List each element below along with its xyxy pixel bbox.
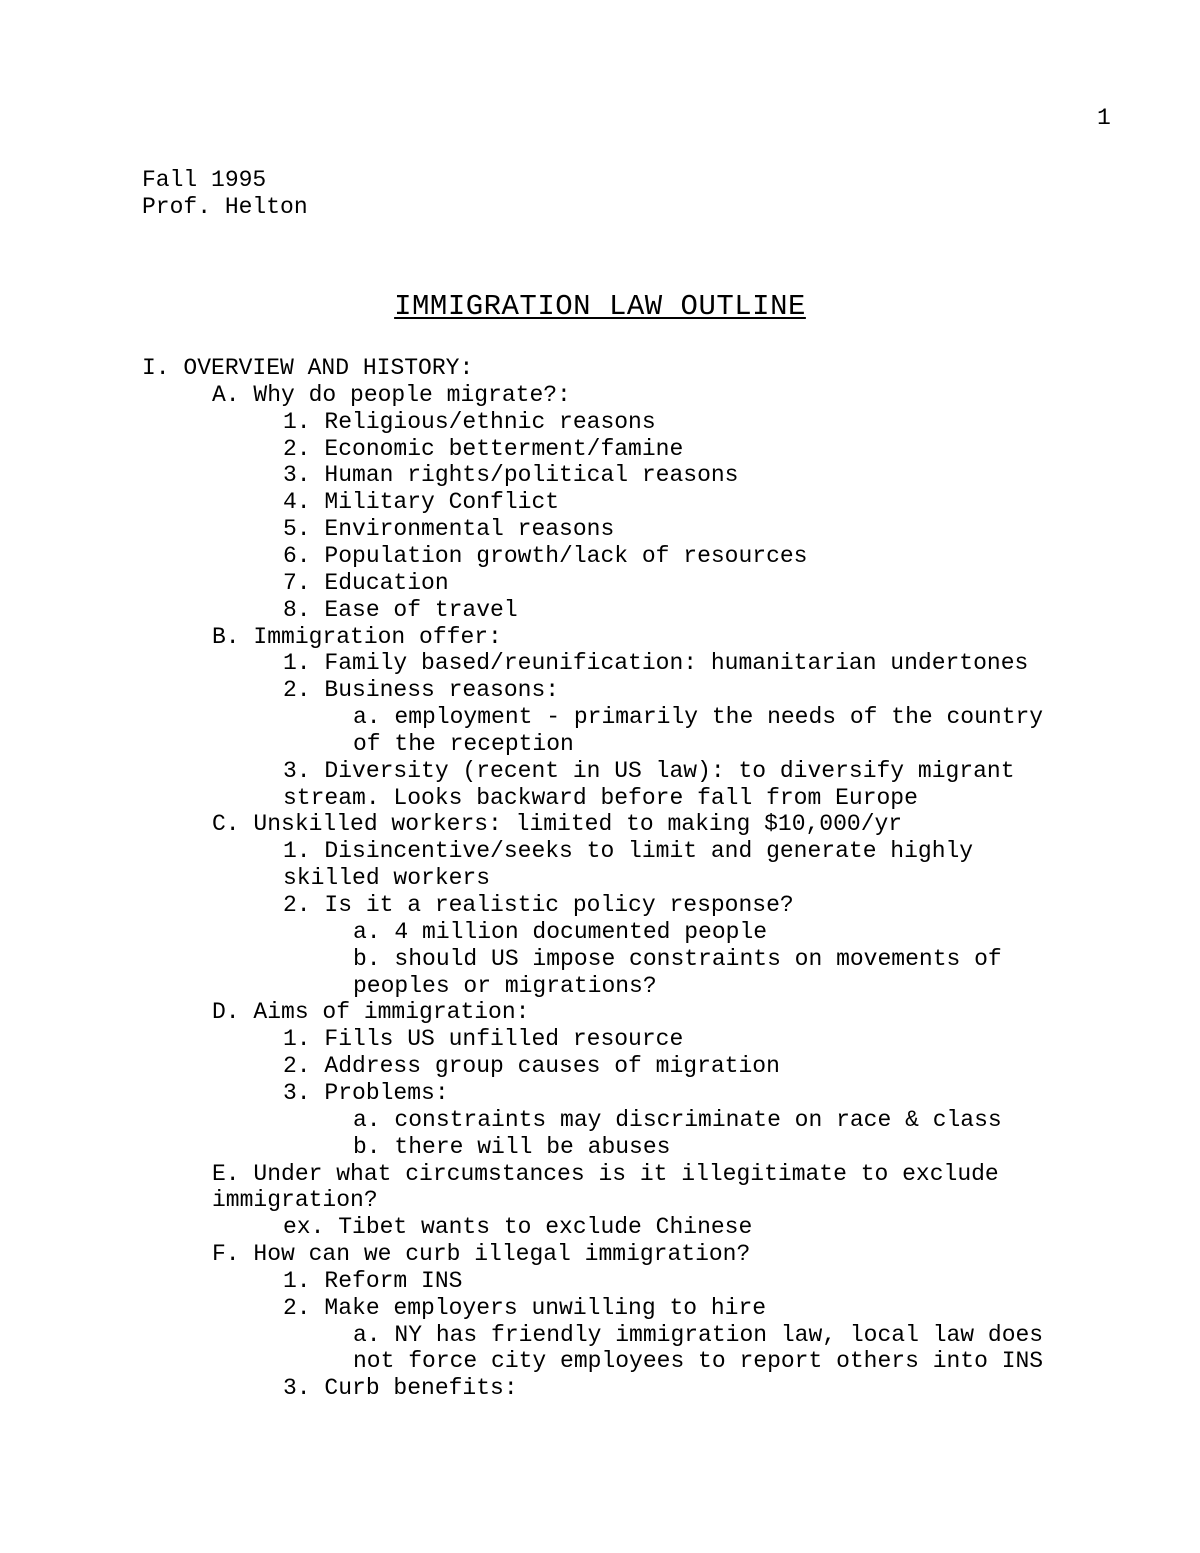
outline-line-level-2: 2. Make employers unwilling to hire (283, 1294, 767, 1321)
outline-line-level-2: 5. Environmental reasons (283, 516, 615, 543)
outline-line-level-2: 1. Reform INS (283, 1267, 463, 1294)
outline-line-level-3: b. there will be abuses (353, 1133, 671, 1160)
outline-line-level-3: not force city employees to report others into INS (353, 1348, 1044, 1375)
outline-line-level-2: 2. Address group causes of migration (283, 1053, 780, 1080)
outline-line-level-1: A. Why do people migrate?: (212, 381, 571, 408)
outline-line-level-2: 1. Religious/ethnic reasons (283, 408, 656, 435)
outline-line-level-2: 2. Is it a realistic policy response? (283, 892, 794, 918)
outline-line-level-2: 2. Economic betterment/famine (283, 435, 684, 462)
outline-line-level-3: a. employment - primarily the needs of the country (353, 704, 1044, 731)
professor-label: Prof. Helton (142, 194, 308, 220)
outline-line-level-1: E. Under what circumstances is it illegitimate to exclude (212, 1160, 999, 1187)
outline-line-level-1: D. Aims of immigration: (212, 999, 530, 1026)
outline-line-level-0: I. OVERVIEW AND HISTORY: (142, 355, 474, 381)
outline-line-level-2: ex. Tibet wants to exclude Chinese (283, 1214, 753, 1241)
outline-line-level-3: a. constraints may discriminate on race & class (353, 1106, 1002, 1133)
outline-line-level-2: 1. Disincentive/seeks to limit and generate highly (283, 838, 974, 865)
outline-line-level-2: 6. Population growth/lack of resources (283, 542, 808, 569)
outline-line-level-2: 1. Fills US unfilled resource (283, 1026, 684, 1053)
outline-line-level-3: peoples or migrations? (353, 972, 657, 999)
outline-line-level-3: a. 4 million documented people (353, 918, 768, 945)
outline-line-level-1: immigration? (212, 1187, 378, 1214)
document-title: IMMIGRATION LAW OUTLINE (394, 290, 806, 323)
outline-line-level-1: B. Immigration offer: (212, 623, 502, 650)
outline-line-level-1: F. How can we curb illegal immigration? (212, 1241, 751, 1268)
document-header (142, 167, 308, 221)
outline-line-level-3: b. should US impose constraints on movements of (353, 945, 1002, 972)
outline-line-level-2: 3. Human rights/political reasons (283, 462, 739, 489)
outline-line-level-2: 3. Curb benefits: (283, 1375, 518, 1402)
outline-line-level-2: 3. Problems: (283, 1079, 449, 1106)
outline-line-level-2: 1. Family based/reunification: humanitarian undertones (283, 650, 1029, 677)
page-number: 1 (1097, 105, 1111, 131)
term-label: Fall 1995 (142, 167, 267, 193)
outline-line-level-2: stream. Looks backward before fall from Europe (283, 784, 918, 811)
outline-line-level-2: 7. Education (283, 569, 449, 596)
outline-line-level-2: 3. Diversity (recent in US law): to diversify migrant (283, 757, 1015, 784)
outline-line-level-2: 8. Ease of travel (283, 596, 518, 623)
outline-line-level-2: 4. Military Conflict (283, 489, 560, 516)
outline-line-level-3: a. NY has friendly immigration law, local law does (353, 1321, 1044, 1348)
outline-line-level-1: C. Unskilled workers: limited to making $10,000/yr (212, 811, 903, 838)
outline-line-level-2: skilled workers (283, 865, 491, 892)
outline-line-level-2: 2. Business reasons: (283, 677, 560, 704)
outline-line-level-3: of the reception (353, 730, 574, 757)
